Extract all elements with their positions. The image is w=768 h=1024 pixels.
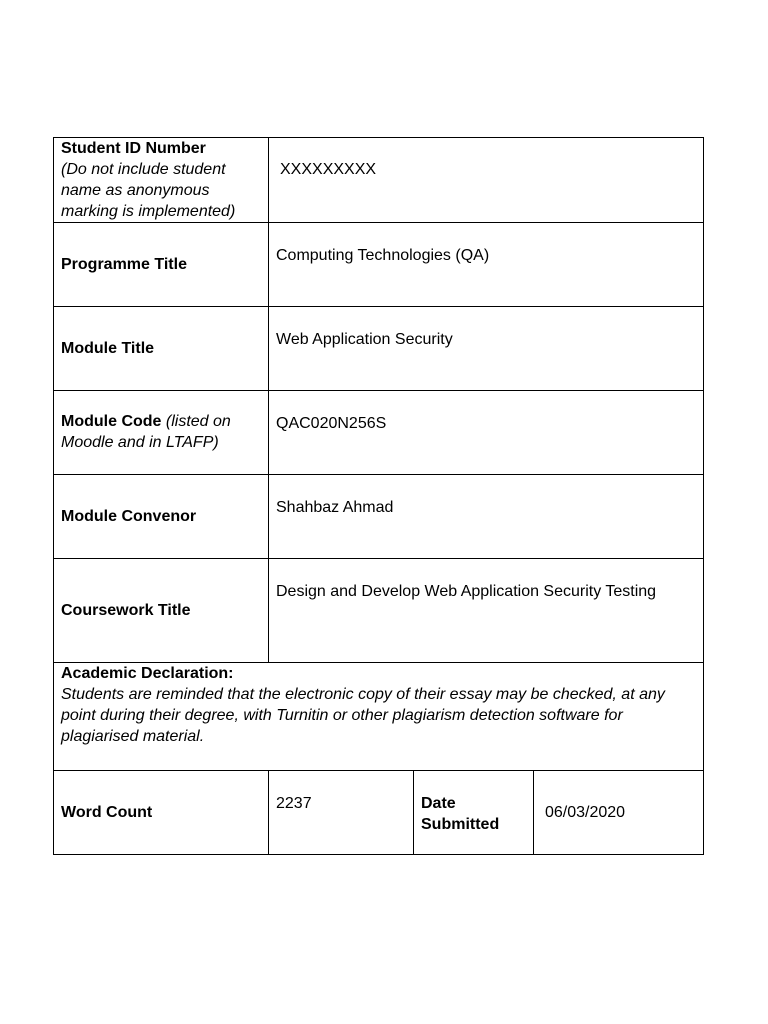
- programme-title-value: Computing Technologies (QA): [276, 247, 490, 264]
- word-count-value: 2237: [276, 795, 312, 812]
- module-title-value-cell: [269, 307, 704, 391]
- date-submitted-label-cell: [414, 771, 534, 855]
- student-id-note: (Do not include student name as anonymous marking is implemented): [61, 161, 236, 220]
- programme-title-label-cell: [54, 223, 269, 307]
- module-convenor-value-cell: [269, 475, 704, 559]
- student-id-row: [54, 138, 704, 223]
- student-id-value-cell: [269, 138, 704, 223]
- declaration-cell: [54, 663, 704, 771]
- module-title-value: Web Application Security: [276, 331, 453, 348]
- module-title-label-cell: [54, 307, 269, 391]
- date-submitted-label: Date Submitted: [421, 795, 500, 833]
- programme-title-value-cell: [269, 223, 704, 307]
- date-submitted-value: 06/03/2020: [545, 804, 626, 821]
- coursework-title-label: Coursework Title: [61, 602, 191, 619]
- coursework-cover-form: [53, 137, 704, 855]
- coursework-title-label-cell: [54, 559, 269, 663]
- declaration-row: [54, 663, 704, 771]
- programme-title-label: Programme Title: [61, 256, 187, 273]
- coursework-title-row: [54, 559, 704, 663]
- student-id-value: XXXXXXXXX: [280, 161, 377, 178]
- declaration-text: Students are reminded that the electronic copy of their essay may be checked, at any point during their degree, with Turnitin or other plagiarism detection software for plagiarised material.: [61, 686, 665, 745]
- date-submitted-value-cell: [534, 771, 704, 855]
- coursework-title-value: Design and Develop Web Application Security Testing: [276, 583, 657, 600]
- module-code-value: QAC020N256S: [276, 415, 387, 432]
- programme-title-row: [54, 223, 704, 307]
- module-convenor-value: Shahbaz Ahmad: [276, 499, 394, 516]
- module-title-row: [54, 307, 704, 391]
- module-convenor-row: [54, 475, 704, 559]
- word-count-label-cell: [54, 771, 269, 855]
- word-count-row: [54, 771, 704, 855]
- student-id-label-cell: [54, 138, 269, 223]
- word-count-value-cell: [269, 771, 414, 855]
- coursework-title-value-cell: [269, 559, 704, 663]
- module-convenor-label: Module Convenor: [61, 508, 197, 525]
- module-code-label: Module Code: [61, 413, 162, 430]
- module-convenor-label-cell: [54, 475, 269, 559]
- declaration-title: Academic Declaration:: [61, 665, 234, 682]
- module-code-label-cell: [54, 391, 269, 475]
- module-code-note: (listed on Moodle and in LTAFP): [61, 413, 231, 451]
- student-id-label: Student ID Number: [61, 140, 206, 157]
- module-title-label: Module Title: [61, 340, 155, 357]
- word-count-label: Word Count: [61, 804, 153, 821]
- module-code-value-cell: [269, 391, 704, 475]
- module-code-row: [54, 391, 704, 475]
